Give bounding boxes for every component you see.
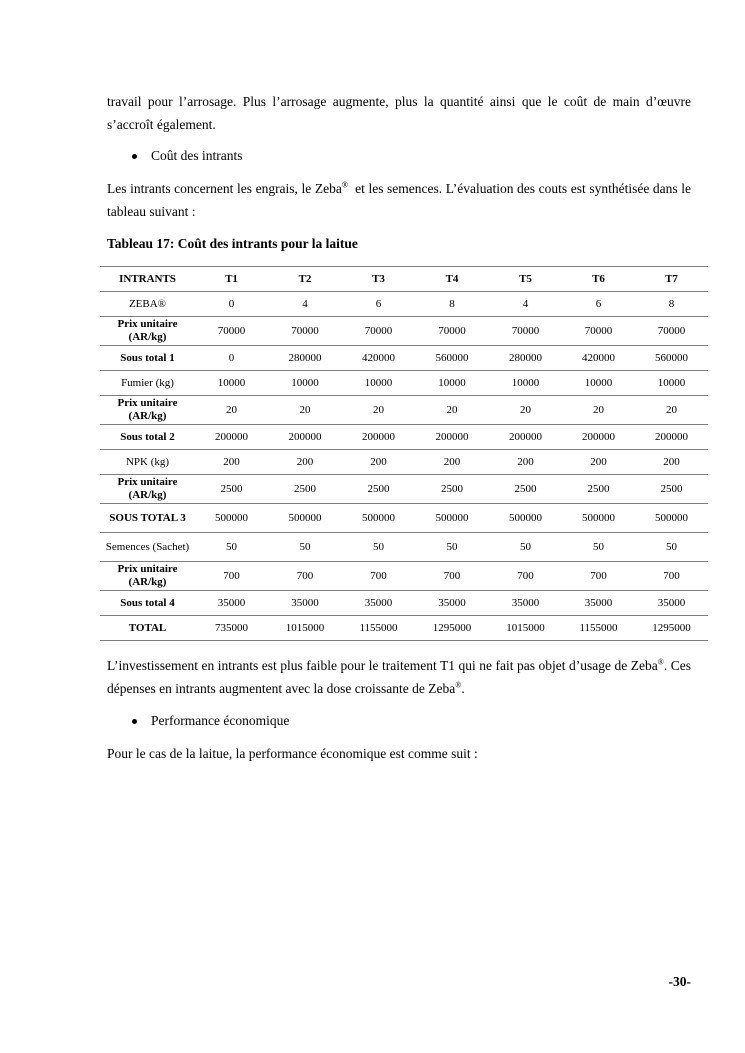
table-cell: 50 bbox=[489, 533, 562, 562]
table-cell: 4 bbox=[268, 292, 342, 317]
table-cell: 280000 bbox=[489, 346, 562, 371]
table-cell: 200000 bbox=[562, 425, 635, 450]
header-t3: T3 bbox=[342, 267, 415, 292]
table-cell: 200000 bbox=[489, 425, 562, 450]
row-label: SOUS TOTAL 3 bbox=[100, 504, 195, 533]
table-cell: 10000 bbox=[635, 371, 708, 396]
table-header-row bbox=[100, 267, 708, 292]
table-cell: 35000 bbox=[415, 591, 489, 616]
table-cell: 700 bbox=[489, 562, 562, 591]
table-cell: 200 bbox=[195, 450, 268, 475]
bullet-icon bbox=[132, 154, 137, 159]
table-cell: 0 bbox=[195, 292, 268, 317]
table-cell: 10000 bbox=[562, 371, 635, 396]
table-cell: 200000 bbox=[635, 425, 708, 450]
table-cell: 50 bbox=[635, 533, 708, 562]
table-cell: 700 bbox=[342, 562, 415, 591]
row-label: Sous total 1 bbox=[100, 346, 195, 371]
table-cell: 200 bbox=[489, 450, 562, 475]
table-cell: 200 bbox=[342, 450, 415, 475]
table-cell: 70000 bbox=[635, 317, 708, 346]
table-cell: 2500 bbox=[268, 475, 342, 504]
table-cell: 10000 bbox=[268, 371, 342, 396]
table-cell: 70000 bbox=[562, 317, 635, 346]
table-cell: 500000 bbox=[195, 504, 268, 533]
table-cell: 10000 bbox=[195, 371, 268, 396]
table-cell: 8 bbox=[635, 292, 708, 317]
table-cell: 1155000 bbox=[562, 616, 635, 641]
paragraph-inputs-intro-text-1: Les intrants concernent les engrais, le Zeba bbox=[107, 181, 342, 196]
header-t2: T2 bbox=[268, 267, 342, 292]
table-cell: 500000 bbox=[342, 504, 415, 533]
table-cell: 1155000 bbox=[342, 616, 415, 641]
row-label: Fumier (kg) bbox=[100, 371, 195, 396]
table-cell: 560000 bbox=[635, 346, 708, 371]
table-cell: 50 bbox=[562, 533, 635, 562]
table-row bbox=[100, 504, 708, 533]
table-cell: 700 bbox=[415, 562, 489, 591]
header-t6: T6 bbox=[562, 267, 635, 292]
table-cell: 2500 bbox=[489, 475, 562, 504]
table-cell: 50 bbox=[195, 533, 268, 562]
table-cell: 200000 bbox=[195, 425, 268, 450]
table-cell: 200 bbox=[635, 450, 708, 475]
table-row bbox=[100, 346, 708, 371]
input-costs-table-container bbox=[100, 266, 708, 641]
table-cell: 8 bbox=[415, 292, 489, 317]
table-cell: 70000 bbox=[195, 317, 268, 346]
row-label: ZEBA® bbox=[100, 292, 195, 317]
table-cell: 500000 bbox=[635, 504, 708, 533]
table-cell: 6 bbox=[562, 292, 635, 317]
paragraph-irrigation: travail pour l’arrosage. Plus l’arrosage augmente, plus la quantité ainsi que le coût de main d’œuvre s’accroît également. bbox=[107, 94, 691, 132]
table-cell: 2500 bbox=[342, 475, 415, 504]
table-cell: 20 bbox=[342, 396, 415, 425]
table-cell: 1295000 bbox=[635, 616, 708, 641]
row-label: NPK (kg) bbox=[100, 450, 195, 475]
bullet-icon bbox=[132, 719, 137, 724]
table-cell: 420000 bbox=[562, 346, 635, 371]
table-cell: 500000 bbox=[268, 504, 342, 533]
header-t5: T5 bbox=[489, 267, 562, 292]
paragraph-investment-text-2: . Ces dépenses en intrants augmentent avec la dose croissante de Zeba bbox=[107, 658, 691, 696]
table-cell: 700 bbox=[635, 562, 708, 591]
table-cell: 2500 bbox=[635, 475, 708, 504]
table-cell: 35000 bbox=[635, 591, 708, 616]
table-cell: 20 bbox=[195, 396, 268, 425]
paragraph-investment bbox=[107, 654, 691, 700]
table-cell: 200 bbox=[268, 450, 342, 475]
row-label: Semences (Sachet) bbox=[100, 533, 195, 562]
table-row bbox=[100, 292, 708, 317]
page-number: -30- bbox=[668, 974, 691, 989]
table-cell: 200000 bbox=[268, 425, 342, 450]
table-cell: 10000 bbox=[415, 371, 489, 396]
paragraph-investment-text-3: . bbox=[461, 681, 465, 696]
table-cell: 20 bbox=[635, 396, 708, 425]
paragraph-inputs-intro-text-2: et les semences. L’évaluation des couts est synthétisée dans le tableau suivant : bbox=[107, 181, 695, 219]
table-cell: 70000 bbox=[489, 317, 562, 346]
row-label: Sous total 4 bbox=[100, 591, 195, 616]
row-label: Sous total 2 bbox=[100, 425, 195, 450]
table-row bbox=[100, 425, 708, 450]
table-cell: 700 bbox=[195, 562, 268, 591]
table-caption: Tableau 17: Coût des intrants pour la laitue bbox=[107, 236, 358, 251]
bullet-economic-performance-label: Performance économique bbox=[151, 713, 290, 728]
paragraph-investment-text-1: L’investissement en intrants est plus faible pour le traitement T1 qui ne fait pas objet d’usage de Zeba bbox=[107, 658, 658, 673]
table-cell: 2500 bbox=[195, 475, 268, 504]
table-cell: 2500 bbox=[415, 475, 489, 504]
table-cell: 50 bbox=[415, 533, 489, 562]
header-inputs: INTRANTS bbox=[100, 267, 195, 292]
table-cell: 280000 bbox=[268, 346, 342, 371]
table-cell: 50 bbox=[268, 533, 342, 562]
paragraph-inputs-intro bbox=[107, 177, 695, 223]
table-row bbox=[100, 450, 708, 475]
table-cell: 6 bbox=[342, 292, 415, 317]
table-cell: 35000 bbox=[489, 591, 562, 616]
table-cell: 500000 bbox=[415, 504, 489, 533]
table-cell: 10000 bbox=[342, 371, 415, 396]
table-cell: 70000 bbox=[415, 317, 489, 346]
table-row bbox=[100, 533, 708, 562]
input-costs-table bbox=[100, 266, 708, 641]
table-cell: 2500 bbox=[562, 475, 635, 504]
table-cell: 35000 bbox=[268, 591, 342, 616]
table-cell: 200 bbox=[415, 450, 489, 475]
row-label: Prix unitaire (AR/kg) bbox=[100, 562, 195, 591]
table-cell: 0 bbox=[195, 346, 268, 371]
header-t4: T4 bbox=[415, 267, 489, 292]
paragraph-lettuce-performance: Pour le cas de la laitue, la performance économique est comme suit : bbox=[107, 746, 478, 761]
table-cell: 4 bbox=[489, 292, 562, 317]
table-row bbox=[100, 591, 708, 616]
row-label: TOTAL bbox=[100, 616, 195, 641]
table-cell: 500000 bbox=[489, 504, 562, 533]
table-cell: 1295000 bbox=[415, 616, 489, 641]
table-cell: 200 bbox=[562, 450, 635, 475]
table-cell: 735000 bbox=[195, 616, 268, 641]
table-cell: 200000 bbox=[415, 425, 489, 450]
registered-mark: ® bbox=[455, 680, 462, 690]
row-label: Prix unitaire (AR/kg) bbox=[100, 396, 195, 425]
table-cell: 20 bbox=[268, 396, 342, 425]
table-cell: 70000 bbox=[268, 317, 342, 346]
table-row bbox=[100, 396, 708, 425]
table-row bbox=[100, 562, 708, 591]
bullet-input-costs bbox=[107, 145, 691, 167]
table-row bbox=[100, 317, 708, 346]
bullet-input-costs-label: Coût des intrants bbox=[151, 148, 243, 163]
table-cell: 700 bbox=[562, 562, 635, 591]
table-row bbox=[100, 616, 708, 641]
row-label: Prix unitaire (AR/kg) bbox=[100, 475, 195, 504]
table-cell: 10000 bbox=[489, 371, 562, 396]
table-cell: 200000 bbox=[342, 425, 415, 450]
table-cell: 560000 bbox=[415, 346, 489, 371]
table-cell: 70000 bbox=[342, 317, 415, 346]
table-cell: 420000 bbox=[342, 346, 415, 371]
table-body bbox=[100, 292, 708, 641]
header-t7: T7 bbox=[635, 267, 708, 292]
table-row bbox=[100, 371, 708, 396]
table-row bbox=[100, 475, 708, 504]
table-cell: 700 bbox=[268, 562, 342, 591]
table-cell: 35000 bbox=[195, 591, 268, 616]
table-cell: 1015000 bbox=[489, 616, 562, 641]
table-cell: 35000 bbox=[562, 591, 635, 616]
row-label: Prix unitaire (AR/kg) bbox=[100, 317, 195, 346]
table-cell: 20 bbox=[562, 396, 635, 425]
table-cell: 50 bbox=[342, 533, 415, 562]
table-cell: 20 bbox=[415, 396, 489, 425]
registered-mark: ® bbox=[657, 657, 664, 667]
table-cell: 35000 bbox=[342, 591, 415, 616]
registered-mark: ® bbox=[341, 180, 348, 190]
bullet-economic-performance bbox=[107, 710, 691, 732]
header-t1: T1 bbox=[195, 267, 268, 292]
table-cell: 1015000 bbox=[268, 616, 342, 641]
table-cell: 20 bbox=[489, 396, 562, 425]
table-cell: 500000 bbox=[562, 504, 635, 533]
